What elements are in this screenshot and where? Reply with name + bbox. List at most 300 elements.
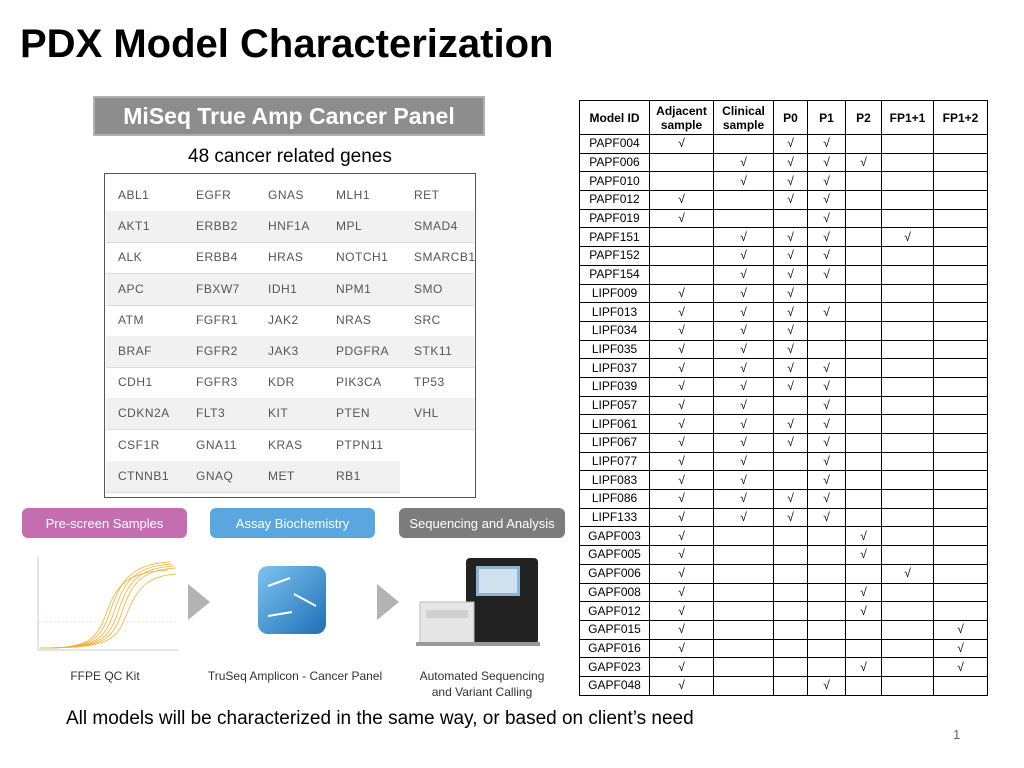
gene-name: NOTCH1 (336, 250, 389, 265)
model-id-cell: LIPF013 (580, 303, 650, 322)
check-cell (774, 602, 808, 621)
check-cell: √ (650, 471, 714, 490)
arrow-right-icon (377, 584, 399, 620)
check-cell (774, 658, 808, 677)
check-cell: √ (808, 153, 846, 172)
check-cell: √ (650, 564, 714, 583)
gene-name: SMAD4 (414, 219, 458, 234)
check-cell: √ (650, 583, 714, 602)
table-header-row (580, 101, 988, 135)
column-header: P2 (846, 101, 882, 135)
gene-name: FLT3 (196, 406, 226, 421)
gene-name: APC (118, 281, 145, 296)
gene-name: SMO (414, 281, 443, 296)
check-cell (882, 172, 934, 191)
gene-name: SMARCB1 (414, 250, 476, 265)
check-cell (882, 303, 934, 322)
check-cell (882, 284, 934, 303)
gene-name: RET (414, 188, 440, 202)
check-cell (882, 415, 934, 434)
model-id-cell: LIPF083 (580, 471, 650, 490)
check-cell (714, 527, 774, 546)
check-cell (934, 228, 988, 247)
check-cell: √ (650, 321, 714, 340)
check-cell (846, 564, 882, 583)
check-cell (808, 340, 846, 359)
check-cell: √ (714, 434, 774, 453)
table-row (580, 620, 988, 639)
check-cell (934, 583, 988, 602)
check-cell (882, 321, 934, 340)
check-cell: √ (846, 602, 882, 621)
check-cell: √ (774, 340, 808, 359)
check-cell: √ (846, 527, 882, 546)
table-row (580, 583, 988, 602)
gene-name: BRAF (118, 344, 153, 358)
gene-name: AKT1 (118, 219, 151, 234)
check-cell: √ (714, 153, 774, 172)
model-id-cell: PAPF019 (580, 209, 650, 228)
check-cell (846, 265, 882, 284)
gene-name: NPM1 (336, 281, 372, 296)
table-row (580, 434, 988, 453)
gene-name: KIT (268, 406, 289, 421)
check-cell (808, 639, 846, 658)
gene-name: IDH1 (268, 281, 298, 296)
check-cell (714, 658, 774, 677)
check-cell: √ (808, 228, 846, 247)
gene-name: ALK (118, 250, 143, 265)
check-cell: √ (934, 620, 988, 639)
table-row (580, 209, 988, 228)
check-cell: √ (774, 377, 808, 396)
check-cell: √ (808, 471, 846, 490)
check-cell: √ (650, 191, 714, 210)
gene-name: SRC (414, 312, 441, 327)
check-cell (882, 639, 934, 658)
check-cell (934, 415, 988, 434)
check-cell: √ (714, 359, 774, 378)
check-cell: √ (714, 247, 774, 266)
sequencing-analysis-step: Sequencing and Analysis (399, 508, 565, 538)
model-id-cell: PAPF004 (580, 135, 650, 154)
check-cell (774, 527, 808, 546)
check-cell (714, 676, 774, 695)
gene-row (106, 211, 474, 243)
table-row (580, 658, 988, 677)
model-id-cell: LIPF133 (580, 508, 650, 527)
check-cell: √ (650, 546, 714, 565)
check-cell: √ (650, 396, 714, 415)
check-cell: √ (650, 658, 714, 677)
check-cell (808, 527, 846, 546)
gene-name: JAK3 (268, 344, 299, 358)
assay-biochemistry-step: Assay Biochemistry (210, 508, 375, 538)
check-cell (882, 676, 934, 695)
check-cell (934, 191, 988, 210)
table-row (580, 377, 988, 396)
check-cell (808, 583, 846, 602)
check-cell: √ (774, 247, 808, 266)
table-row (580, 415, 988, 434)
check-cell (934, 359, 988, 378)
page-number: 1 (953, 727, 961, 742)
table-row (580, 228, 988, 247)
gene-name: STK11 (414, 344, 453, 358)
check-cell (934, 247, 988, 266)
check-cell (934, 172, 988, 191)
check-cell: √ (934, 639, 988, 658)
check-cell: √ (808, 265, 846, 284)
check-cell (846, 396, 882, 415)
check-cell (934, 508, 988, 527)
check-cell: √ (846, 153, 882, 172)
check-cell (714, 602, 774, 621)
check-cell: √ (808, 359, 846, 378)
check-cell (882, 396, 934, 415)
check-cell (846, 209, 882, 228)
table-row (580, 546, 988, 565)
check-cell (846, 228, 882, 247)
check-cell: √ (808, 396, 846, 415)
check-cell: √ (808, 172, 846, 191)
model-id-cell: PAPF010 (580, 172, 650, 191)
check-cell (846, 620, 882, 639)
column-header: Adjacent sample (650, 101, 714, 135)
check-cell: √ (714, 396, 774, 415)
check-cell: √ (650, 340, 714, 359)
check-cell (846, 303, 882, 322)
check-cell (808, 564, 846, 583)
check-cell (934, 434, 988, 453)
table-row (580, 527, 988, 546)
check-cell: √ (714, 340, 774, 359)
model-id-cell: LIPF067 (580, 434, 650, 453)
model-id-cell: GAPF006 (580, 564, 650, 583)
check-cell (846, 135, 882, 154)
check-cell (774, 564, 808, 583)
gene-row (106, 274, 474, 306)
check-cell: √ (808, 247, 846, 266)
gene-name: CTNNB1 (118, 468, 170, 483)
model-id-cell: LIPF086 (580, 490, 650, 509)
check-cell (882, 377, 934, 396)
check-cell: √ (714, 452, 774, 471)
check-cell (808, 284, 846, 303)
check-cell (882, 471, 934, 490)
check-cell (882, 340, 934, 359)
check-cell (808, 602, 846, 621)
check-cell: √ (846, 546, 882, 565)
gene-name: PTEN (336, 406, 371, 421)
check-cell: √ (714, 228, 774, 247)
check-cell (808, 321, 846, 340)
gene-row (106, 305, 474, 337)
check-cell (846, 172, 882, 191)
check-cell: √ (714, 377, 774, 396)
check-cell: √ (882, 564, 934, 583)
check-cell (846, 415, 882, 434)
check-cell (846, 284, 882, 303)
check-cell (934, 527, 988, 546)
check-cell (934, 153, 988, 172)
check-cell (846, 471, 882, 490)
check-cell: √ (808, 676, 846, 695)
check-cell: √ (934, 658, 988, 677)
check-cell (650, 172, 714, 191)
check-cell: √ (650, 490, 714, 509)
check-cell (934, 284, 988, 303)
check-cell (934, 340, 988, 359)
check-cell (846, 340, 882, 359)
check-cell (934, 135, 988, 154)
check-cell: √ (714, 265, 774, 284)
sequencer-instrument-image (416, 556, 542, 648)
check-cell (714, 135, 774, 154)
check-cell (808, 546, 846, 565)
check-cell: √ (714, 508, 774, 527)
check-cell: √ (774, 415, 808, 434)
table-row (580, 564, 988, 583)
check-cell: √ (650, 377, 714, 396)
check-cell (650, 153, 714, 172)
table-row (580, 303, 988, 322)
pre-screen-step: Pre-screen Samples (22, 508, 187, 538)
check-cell: √ (774, 228, 808, 247)
gene-name: ERBB2 (196, 219, 238, 234)
check-cell (882, 247, 934, 266)
amplicon-chip-image (256, 564, 328, 636)
table-row (580, 396, 988, 415)
check-cell (882, 658, 934, 677)
model-id-cell: GAPF016 (580, 639, 650, 658)
table-row (580, 340, 988, 359)
table-row (580, 265, 988, 284)
check-cell: √ (846, 658, 882, 677)
gene-name: KRAS (268, 437, 303, 452)
check-cell (934, 377, 988, 396)
check-cell: √ (650, 676, 714, 695)
check-cell: √ (774, 265, 808, 284)
check-cell: √ (808, 490, 846, 509)
model-id-cell: PAPF012 (580, 191, 650, 210)
check-cell: √ (650, 135, 714, 154)
gene-name: MLH1 (336, 188, 371, 202)
footer-note: All models will be characterized in the same way, or based on client’s need (66, 708, 694, 729)
check-cell: √ (774, 321, 808, 340)
model-id-cell: PAPF006 (580, 153, 650, 172)
check-cell: √ (882, 228, 934, 247)
column-header: FP1+1 (882, 101, 934, 135)
check-cell: √ (774, 490, 808, 509)
page-title: PDX Model Characterization (20, 22, 554, 66)
check-cell (774, 396, 808, 415)
check-cell: √ (808, 508, 846, 527)
check-cell: √ (774, 191, 808, 210)
table-row (580, 490, 988, 509)
model-id-cell: GAPF012 (580, 602, 650, 621)
check-cell (714, 546, 774, 565)
check-cell (882, 620, 934, 639)
check-cell (846, 490, 882, 509)
gene-name: ATM (118, 312, 144, 327)
check-cell (774, 209, 808, 228)
gene-name: FGFR3 (196, 375, 238, 390)
model-id-cell: PAPF151 (580, 228, 650, 247)
gene-name: CSF1R (118, 437, 160, 452)
check-cell (846, 247, 882, 266)
gene-row (106, 430, 400, 462)
check-cell: √ (650, 602, 714, 621)
check-cell (882, 153, 934, 172)
gene-name: MET (268, 468, 295, 483)
sequencing-caption: Automated Sequencing and Variant Calling (419, 669, 545, 699)
check-cell: √ (650, 209, 714, 228)
gene-row (106, 242, 474, 274)
model-id-cell: GAPF008 (580, 583, 650, 602)
check-cell: √ (650, 434, 714, 453)
check-cell (714, 191, 774, 210)
model-id-cell: LIPF077 (580, 452, 650, 471)
check-cell (882, 209, 934, 228)
genes-caption: 48 cancer related genes (188, 146, 392, 167)
check-cell (846, 676, 882, 695)
gene-name: PIK3CA (336, 375, 382, 390)
qc-amplification-curve-image (30, 552, 180, 657)
model-id-cell: PAPF152 (580, 247, 650, 266)
check-cell: √ (808, 415, 846, 434)
check-cell (774, 471, 808, 490)
check-cell: √ (650, 508, 714, 527)
check-cell (650, 228, 714, 247)
check-cell (882, 546, 934, 565)
model-id-cell: LIPF034 (580, 321, 650, 340)
table-row (580, 321, 988, 340)
table-row (580, 172, 988, 191)
check-cell: √ (774, 303, 808, 322)
check-cell (882, 490, 934, 509)
table-row (580, 359, 988, 378)
check-cell (714, 209, 774, 228)
gene-name: PDGFRA (336, 344, 390, 358)
ffpe-qc-caption: FFPE QC Kit (70, 669, 140, 683)
check-cell (714, 564, 774, 583)
check-cell (882, 583, 934, 602)
model-id-cell: GAPF048 (580, 676, 650, 695)
check-cell (714, 583, 774, 602)
check-cell (934, 396, 988, 415)
check-cell: √ (808, 452, 846, 471)
check-cell: √ (808, 303, 846, 322)
model-id-cell: LIPF039 (580, 377, 650, 396)
check-cell: √ (808, 135, 846, 154)
model-id-cell: LIPF061 (580, 415, 650, 434)
check-cell: √ (714, 172, 774, 191)
column-header: P0 (774, 101, 808, 135)
table-row (580, 135, 988, 154)
check-cell: √ (650, 359, 714, 378)
gene-name: VHL (414, 406, 439, 421)
check-cell: √ (714, 471, 774, 490)
table-row (580, 284, 988, 303)
check-cell: √ (714, 284, 774, 303)
gene-name: HRAS (268, 250, 304, 265)
gene-name: CDH1 (118, 375, 153, 390)
table-row (580, 153, 988, 172)
check-cell (774, 676, 808, 695)
check-cell: √ (650, 303, 714, 322)
gene-row (106, 461, 400, 493)
check-cell (934, 602, 988, 621)
check-cell (846, 452, 882, 471)
model-id-cell: PAPF154 (580, 265, 650, 284)
check-cell: √ (650, 284, 714, 303)
check-cell: √ (714, 321, 774, 340)
check-cell (934, 209, 988, 228)
model-table (579, 100, 988, 696)
table-row (580, 676, 988, 695)
table-row (580, 247, 988, 266)
check-cell: √ (774, 434, 808, 453)
gene-name: EGFR (196, 188, 232, 202)
check-cell (774, 452, 808, 471)
gene-row (106, 336, 474, 368)
gene-list (104, 173, 476, 498)
check-cell: √ (650, 452, 714, 471)
check-cell (846, 639, 882, 658)
check-cell: √ (808, 191, 846, 210)
check-cell (882, 527, 934, 546)
check-cell: √ (808, 209, 846, 228)
check-cell (882, 508, 934, 527)
check-cell (846, 191, 882, 210)
check-cell (882, 265, 934, 284)
table-row (580, 471, 988, 490)
table-row (580, 452, 988, 471)
check-cell (714, 639, 774, 658)
column-header: Model ID (580, 101, 650, 135)
check-cell (934, 452, 988, 471)
column-header: P1 (808, 101, 846, 135)
model-id-cell: GAPF023 (580, 658, 650, 677)
gene-name: FGFR2 (196, 344, 238, 358)
check-cell (934, 303, 988, 322)
check-cell (934, 676, 988, 695)
gene-name: HNF1A (268, 219, 310, 234)
check-cell: √ (650, 415, 714, 434)
truseq-caption: TruSeq Amplicon - Cancer Panel (207, 669, 383, 683)
check-cell (846, 434, 882, 453)
gene-name: RB1 (336, 468, 361, 483)
check-cell (934, 321, 988, 340)
check-cell (808, 658, 846, 677)
check-cell (934, 490, 988, 509)
model-id-cell: GAPF005 (580, 546, 650, 565)
check-cell (882, 434, 934, 453)
model-id-cell: LIPF057 (580, 396, 650, 415)
check-cell: √ (808, 377, 846, 396)
model-id-cell: LIPF035 (580, 340, 650, 359)
gene-name: ABL1 (118, 188, 150, 202)
check-cell (774, 639, 808, 658)
check-cell: √ (714, 303, 774, 322)
check-cell (808, 620, 846, 639)
check-cell: √ (650, 620, 714, 639)
model-id-cell: GAPF003 (580, 527, 650, 546)
model-id-cell: LIPF009 (580, 284, 650, 303)
check-cell (846, 377, 882, 396)
check-cell (714, 620, 774, 639)
